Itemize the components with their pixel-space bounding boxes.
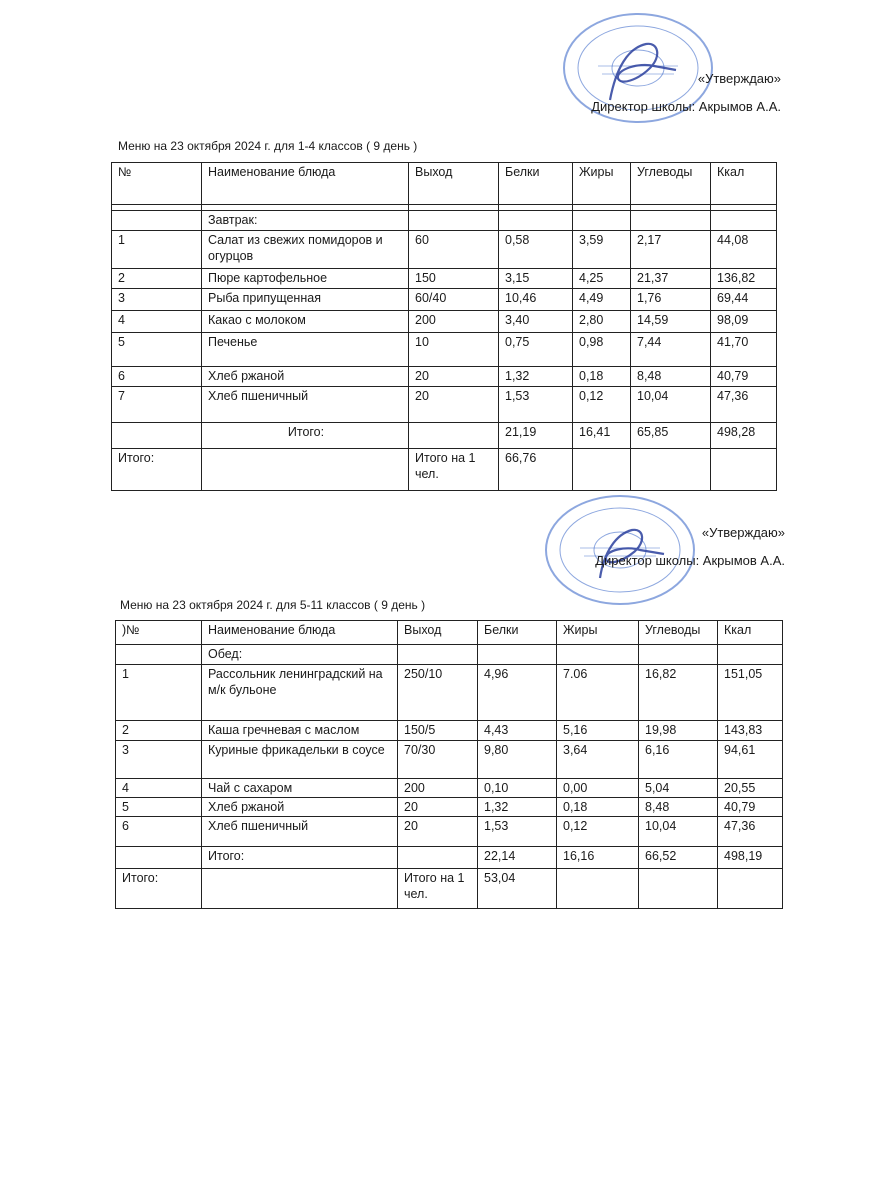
dish-name: Хлеб пшеничный (202, 817, 398, 847)
dish-carbs: 8,48 (639, 798, 718, 817)
approval-block (595, 524, 785, 570)
menu-table-grades-5-11 (115, 620, 783, 909)
total-row (116, 847, 783, 869)
dish-output: 200 (409, 311, 499, 333)
dish-proteins: 0,10 (478, 779, 557, 798)
row-number: 4 (116, 779, 202, 798)
section-label: Завтрак: (202, 211, 409, 231)
table-row (116, 741, 783, 779)
per-person-value: 53,04 (478, 869, 557, 909)
table-row (116, 721, 783, 741)
dish-kcal: 94,61 (718, 741, 783, 779)
header-kcal: Ккал (718, 621, 783, 645)
dish-name: Рассольник ленинградский на м/к бульоне (202, 665, 398, 721)
header-dish-name: Наименование блюда (202, 621, 398, 645)
table-row (112, 387, 777, 423)
dish-kcal: 40,79 (711, 367, 777, 387)
row-number: 3 (116, 741, 202, 779)
row-number: 1 (112, 231, 202, 269)
dish-fats: 4,49 (573, 289, 631, 311)
dish-output: 60/40 (409, 289, 499, 311)
table-row (116, 665, 783, 721)
total-proteins: 22,14 (478, 847, 557, 869)
dish-output: 250/10 (398, 665, 478, 721)
dish-fats: 0,00 (557, 779, 639, 798)
header-output: Выход (398, 621, 478, 645)
dish-kcal: 40,79 (718, 798, 783, 817)
menu-caption: Меню на 23 октября 2024 г. для 5-11 классов ( 9 день ) (120, 598, 426, 612)
dish-proteins: 1,53 (499, 387, 573, 423)
dish-output: 150 (409, 269, 499, 289)
dish-kcal: 136,82 (711, 269, 777, 289)
approval-line-approve: «Утверждаю» (701, 525, 785, 540)
dish-fats: 3,64 (557, 741, 639, 779)
dish-name: Пюре картофельное (202, 269, 409, 289)
dish-fats: 0,98 (573, 333, 631, 367)
header-proteins: Белки (478, 621, 557, 645)
row-number: 3 (112, 289, 202, 311)
dish-proteins: 0,58 (499, 231, 573, 269)
header-carbs: Углеводы (639, 621, 718, 645)
section-row (112, 211, 777, 231)
dish-name: Рыба припущенная (202, 289, 409, 311)
dish-carbs: 16,82 (639, 665, 718, 721)
header-number: № (112, 163, 202, 205)
dish-carbs: 7,44 (631, 333, 711, 367)
dish-kcal: 41,70 (711, 333, 777, 367)
dish-fats: 0,18 (557, 798, 639, 817)
header-proteins: Белки (499, 163, 573, 205)
dish-carbs: 19,98 (639, 721, 718, 741)
per-person-row (112, 449, 777, 491)
dish-carbs: 10,04 (631, 387, 711, 423)
dish-output: 20 (398, 817, 478, 847)
dish-carbs: 8,48 (631, 367, 711, 387)
total-kcal: 498,28 (711, 423, 777, 449)
section-label: Обед: (202, 645, 398, 665)
approval-line-approve: «Утверждаю» (697, 71, 781, 86)
total-label: Итого: (202, 847, 398, 869)
dish-fats: 0,12 (573, 387, 631, 423)
dish-name: Какао с молоком (202, 311, 409, 333)
table-row (116, 817, 783, 847)
table-row (112, 333, 777, 367)
dish-carbs: 14,59 (631, 311, 711, 333)
total-proteins: 21,19 (499, 423, 573, 449)
dish-output: 10 (409, 333, 499, 367)
table-row (116, 779, 783, 798)
dish-proteins: 3,15 (499, 269, 573, 289)
dish-carbs: 1,76 (631, 289, 711, 311)
dish-carbs: 5,04 (639, 779, 718, 798)
dish-output: 60 (409, 231, 499, 269)
dish-carbs: 10,04 (639, 817, 718, 847)
total-carbs: 65,85 (631, 423, 711, 449)
dish-carbs: 2,17 (631, 231, 711, 269)
dish-kcal: 69,44 (711, 289, 777, 311)
header-kcal: Ккал (711, 163, 777, 205)
row-number: 7 (112, 387, 202, 423)
dish-name: Чай с сахаром (202, 779, 398, 798)
dish-name: Каша гречневая с маслом (202, 721, 398, 741)
total-label: Итого: (202, 423, 409, 449)
table-header-row (116, 621, 783, 645)
dish-output: 70/30 (398, 741, 478, 779)
row-number: 5 (116, 798, 202, 817)
dish-proteins: 1,32 (478, 798, 557, 817)
total-carbs: 66,52 (639, 847, 718, 869)
dish-proteins: 10,46 (499, 289, 573, 311)
table-row (112, 269, 777, 289)
dish-output: 200 (398, 779, 478, 798)
dish-fats: 3,59 (573, 231, 631, 269)
dish-kcal: 98,09 (711, 311, 777, 333)
dish-name: Печенье (202, 333, 409, 367)
row-number: 5 (112, 333, 202, 367)
dish-name: Хлеб ржаной (202, 367, 409, 387)
dish-proteins: 3,40 (499, 311, 573, 333)
dish-fats: 5,16 (557, 721, 639, 741)
dish-output: 20 (409, 387, 499, 423)
header-number: )№ (116, 621, 202, 645)
per-person-text: Итого на 1 чел. (398, 869, 478, 909)
dish-proteins: 1,32 (499, 367, 573, 387)
row-number: 2 (112, 269, 202, 289)
dish-proteins: 1,53 (478, 817, 557, 847)
dish-proteins: 9,80 (478, 741, 557, 779)
dish-fats: 2,80 (573, 311, 631, 333)
dish-name: Салат из свежих помидоров и огурцов (202, 231, 409, 269)
dish-kcal: 44,08 (711, 231, 777, 269)
dish-fats: 0,18 (573, 367, 631, 387)
dish-carbs: 6,16 (639, 741, 718, 779)
dish-kcal: 20,55 (718, 779, 783, 798)
dish-fats: 0,12 (557, 817, 639, 847)
row-number: 6 (112, 367, 202, 387)
dish-proteins: 0,75 (499, 333, 573, 367)
total-kcal: 498,19 (718, 847, 783, 869)
menu-table-grades-1-4 (111, 162, 777, 491)
per-person-value: 66,76 (499, 449, 573, 491)
total-row (112, 423, 777, 449)
table-header-row (112, 163, 777, 205)
table-row (112, 367, 777, 387)
table-row (112, 311, 777, 333)
header-dish-name: Наименование блюда (202, 163, 409, 205)
dish-kcal: 151,05 (718, 665, 783, 721)
table-row (112, 289, 777, 311)
header-fats: Жиры (557, 621, 639, 645)
dish-name: Хлеб ржаной (202, 798, 398, 817)
dish-name: Куриные фрикадельки в соусе (202, 741, 398, 779)
total-fats: 16,41 (573, 423, 631, 449)
header-fats: Жиры (573, 163, 631, 205)
dish-carbs: 21,37 (631, 269, 711, 289)
per-person-label: Итого: (116, 869, 202, 909)
header-carbs: Углеводы (631, 163, 711, 205)
section-row (116, 645, 783, 665)
dish-kcal: 143,83 (718, 721, 783, 741)
dish-output: 20 (409, 367, 499, 387)
per-person-label: Итого: (112, 449, 202, 491)
dish-output: 20 (398, 798, 478, 817)
dish-proteins: 4,96 (478, 665, 557, 721)
per-person-text: Итого на 1 чел. (409, 449, 499, 491)
dish-proteins: 4,43 (478, 721, 557, 741)
table-row (112, 231, 777, 269)
dish-kcal: 47,36 (711, 387, 777, 423)
dish-fats: 7.06 (557, 665, 639, 721)
row-number: 2 (116, 721, 202, 741)
row-number: 4 (112, 311, 202, 333)
dish-name: Хлеб пшеничный (202, 387, 409, 423)
dish-fats: 4,25 (573, 269, 631, 289)
row-number: 6 (116, 817, 202, 847)
table-row (116, 798, 783, 817)
total-fats: 16,16 (557, 847, 639, 869)
dish-output: 150/5 (398, 721, 478, 741)
approval-line-director: Директор школы: Акрымов А.А. (591, 99, 781, 114)
approval-line-director: Директор школы: Акрымов А.А. (595, 553, 785, 568)
dish-kcal: 47,36 (718, 817, 783, 847)
row-number: 1 (116, 665, 202, 721)
per-person-row (116, 869, 783, 909)
menu-caption: Меню на 23 октября 2024 г. для 1-4 классов ( 9 день ) (118, 139, 418, 153)
header-output: Выход (409, 163, 499, 205)
approval-block (591, 70, 781, 116)
